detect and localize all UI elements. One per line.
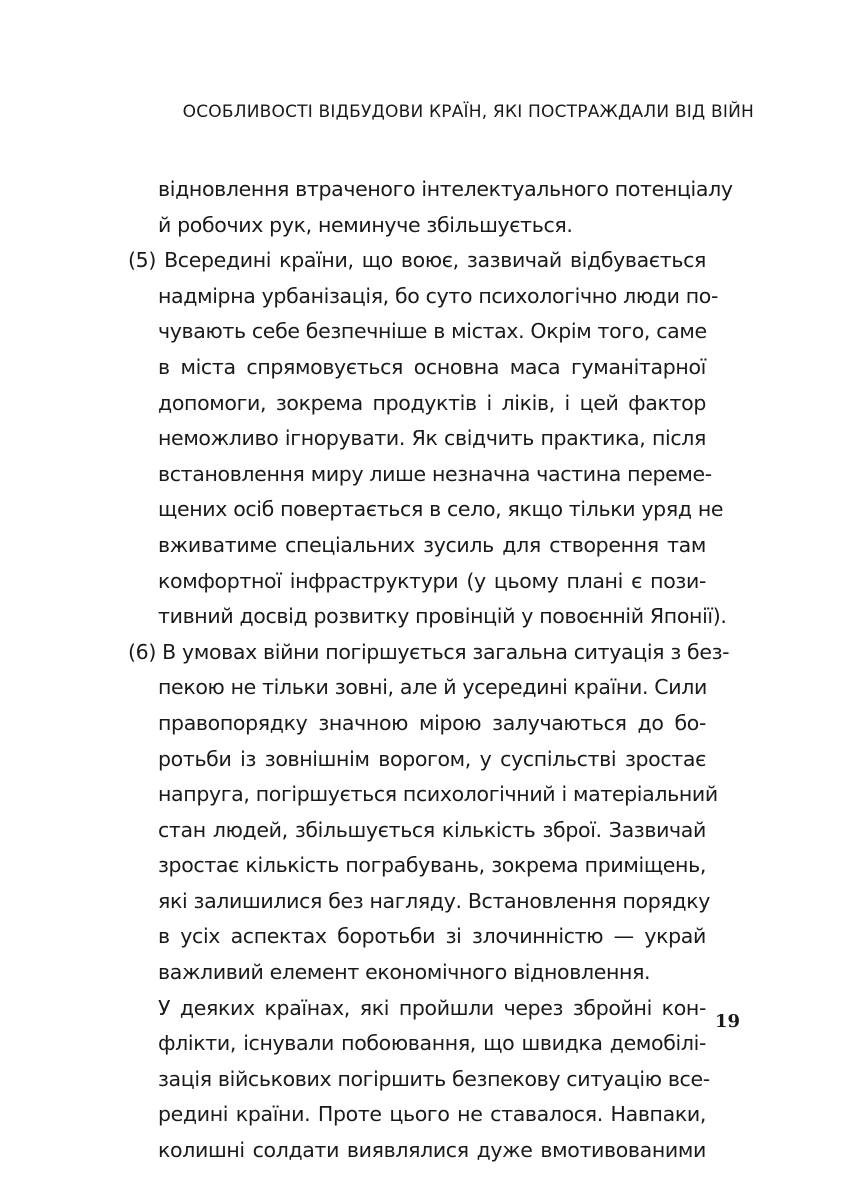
text-line: комфортної інфраструктури (у цьому плані є пози- [158, 568, 706, 593]
text-line: в міста спрямовується основна маса гуманітарної [158, 354, 706, 379]
running-header: ОСОБЛИВОСТІ ВІДБУДОВИ КРАЇН, ЯКІ ПОСТРАЖДАЛИ ВІД ВІЙН [182, 102, 754, 122]
text-line: правопорядку значною мірою залучаються до бо- [158, 710, 706, 735]
text-line: важливий елемент економічного відновлення. [158, 960, 651, 985]
text-line: стан людей, збільшується кількість зброї. Зазвичай [158, 817, 706, 842]
text-line: відновлення втраченого інтелектуального потенціалу [158, 177, 733, 201]
list-marker: (6) [128, 639, 156, 664]
text-line: неможливо ігнорувати. Як свідчить практика, після [158, 426, 706, 451]
paragraph-continuation [128, 172, 733, 243]
text-line: які залишилися без нагляду. Встановлення порядку [158, 888, 711, 913]
paragraph [128, 991, 710, 1169]
text-line: флікти, існували побоювання, що швидка демобілі- [158, 1031, 706, 1056]
text-line: У деяких країнах, які пройшли через збройні кон- [158, 995, 706, 1020]
text-line: редині країни. Проте цього не ставалося. Навпаки, [158, 1102, 706, 1127]
text-line: тивний досвід розвитку провінцій у повоєнній Японії). [158, 604, 727, 629]
text-line: вживатиме спеціальних зусиль для створення там [158, 532, 706, 557]
text-line [128, 635, 730, 671]
text-line: зростає кількість пограбувань, зокрема приміщень, [158, 853, 706, 878]
text-line: й робочих рук, неминуче збільшується. [158, 212, 573, 237]
page-number: 19 [714, 1011, 740, 1032]
text-line: пекою не тільки зовні, але й усередині країни. Сили [158, 675, 707, 700]
text-line: встановлення миру лише незначна частина переме- [158, 461, 712, 486]
text-line: зація військових погіршить безпекову ситуацію все- [158, 1066, 710, 1091]
text-line [128, 243, 706, 279]
text-line: ротьби із зовнішнім ворогом, у суспільстві зростає [158, 746, 706, 771]
text-line: допомоги, зокрема продуктів і ліків, і цей фактор [158, 390, 706, 415]
text-line: в усіх аспектах боротьби зі злочинністю — украй [158, 924, 706, 949]
text-line: чувають себе безпечніше в містах. Окрім того, саме [158, 319, 707, 344]
text-line: колишні солдати виявлялися дуже вмотивованими [158, 1138, 706, 1163]
text-line: щених осіб повертається в село, якщо тільки уряд не [158, 497, 724, 522]
text-line: напруга, погіршується психологічний і матеріальний [158, 782, 718, 807]
list-item-6 [128, 635, 730, 991]
list-marker: (5) [128, 248, 156, 273]
list-item-5 [128, 243, 727, 635]
text-line: надмірна урбанізація, бо суто психологічно люди по- [158, 283, 719, 308]
text-line-content: Всередині країни, що воює, зазвичай відбувається [164, 248, 706, 273]
text-line-content: В умовах війни погіршується загальна ситуація з без- [162, 639, 730, 664]
